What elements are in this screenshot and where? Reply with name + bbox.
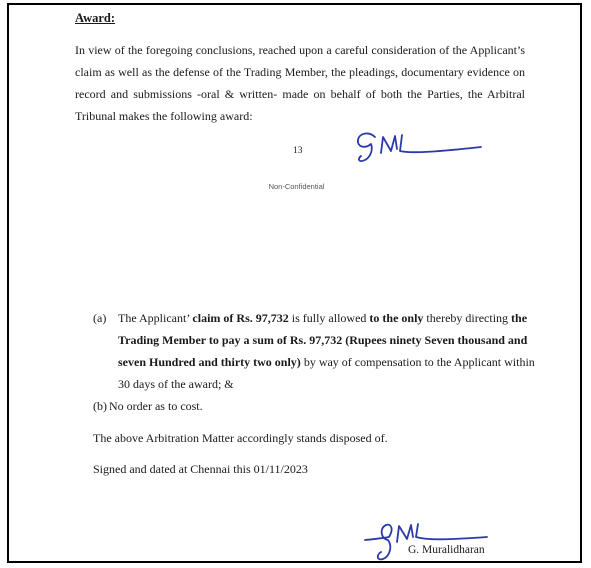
item-a-bold-claim: claim of Rs. 97,732 (192, 311, 289, 325)
item-b-text: No order as to cost. (109, 399, 203, 413)
document-page (7, 3, 582, 563)
award-items-list (93, 307, 538, 417)
item-a-text: The Applicant’ (118, 311, 190, 325)
item-a-text: by way of compensation to the Applicant within 30 days of the award; & (118, 355, 535, 391)
item-a-text: is fully allowed (291, 311, 367, 325)
award-item-b (93, 395, 538, 417)
item-a-bold-only: to the only (369, 311, 424, 325)
item-a-text: thereby directing (426, 311, 509, 325)
award-heading: Award: (75, 11, 116, 25)
item-b-marker: (b) (93, 399, 107, 413)
page-number: 13 (293, 146, 303, 156)
non-confidential-label: Non-Confidential (268, 182, 325, 191)
signed-dated-line: Signed and dated at Chennai this 01/11/2023 (93, 462, 308, 476)
signer-name: G. Muralidharan (408, 544, 485, 556)
item-a-marker: (a) (93, 311, 107, 325)
handwritten-signature-initials (349, 127, 489, 167)
award-item-a (93, 307, 538, 395)
item-a-bold-direction: the Trading Member to pay a sum of Rs. 97,732 (Rupees ninety Seven thousand and seven Hundred and thirty two only) (118, 311, 528, 369)
award-intro-paragraph: In view of the foregoing conclusions, reached upon a careful consideration of the Applicant’s claim as well as the defense of the Trading Member, the pleadings, documentary evidence on record and submissions -oral & written- made on behalf of both the Parties, the Arbitral Tribunal makes the following award: (75, 43, 525, 123)
disposed-statement: The above Arbitration Matter accordingly stands disposed of. (93, 431, 388, 445)
